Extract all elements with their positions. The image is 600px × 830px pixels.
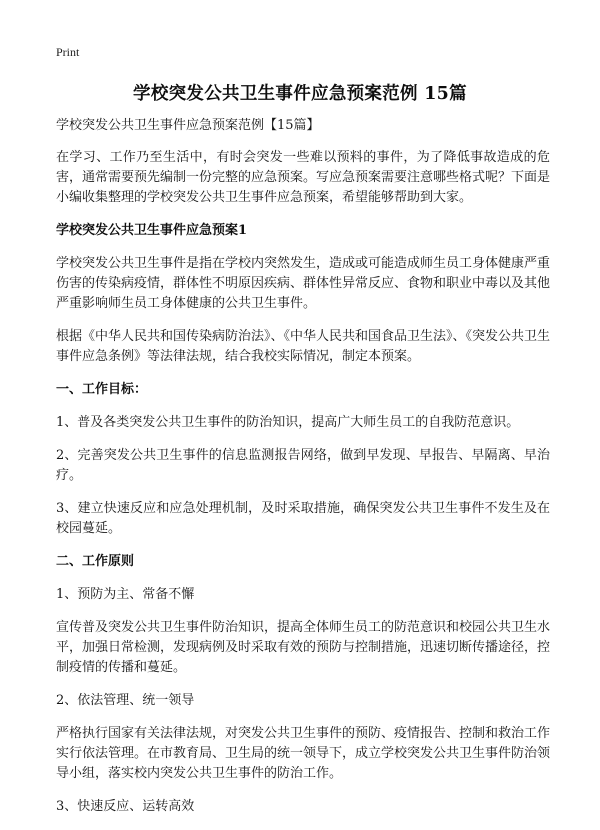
principle-2-text: 严格执行国家有关法律法规，对突发公共卫生事件的预防、疫情报告、控制和救治工作实行依法管理。在市教育局、卫生局的统一领导下，成立学校突发公共卫生事件防治领导小组，落实校内突发公共卫生事件的防治工作。 [56, 726, 551, 781]
document-subtitle: 学校突发公共卫生事件应急预案范例【15篇】 [56, 118, 320, 133]
document-title: 学校突发公共卫生事件应急预案范例 15篇 [133, 84, 467, 104]
principle-1-title: 1、预防为主、常备不懈 [56, 587, 195, 602]
basis-paragraph: 根据《中华人民共和国传染病防治法》、《中华人民共和国食品卫生法》、《突发公共卫生事件应急条例》等法律法规，结合我校实际情况，制定本预案。 [56, 329, 551, 364]
principle-3-title: 3、快速反应、运转高效 [56, 799, 195, 814]
goals-heading: 一、工作目标： [56, 382, 148, 397]
definition-paragraph: 学校突发公共卫生事件是指在学校内突然发生，造成或可能造成师生员工身体健康严重伤害的传染病疫情，群体性不明原因疾病、群体性异常反应、食物和职业中毒以及其他严重影响师生员工身体健康的公共卫生事件。 [56, 256, 551, 311]
document-body [56, 116, 550, 830]
goal-item-1: 1、普及各类突发公共卫生事件的防治知识，提高广大师生员工的自我防范意识。 [56, 415, 520, 430]
section-title: 学校突发公共卫生事件应急预案1 [56, 223, 248, 238]
print-label: Print [56, 45, 80, 59]
principle-2-title: 2、依法管理、统一领导 [56, 693, 195, 708]
principles-heading: 二、工作原则 [56, 554, 135, 569]
goal-item-3: 3、建立快速反应和应急处理机制，及时采取措施，确保突发公共卫生事件不发生及在校园蔓延。 [56, 501, 550, 536]
principle-1-text: 宣传普及突发公共卫生事件防治知识，提高全体师生员工的防范意识和校园公共卫生水平，加强日常检测，发现病例及时采取有效的预防与控制措施，迅速切断传播途径，控制疫情的传播和蔓延。 [56, 620, 551, 675]
goal-item-2: 2、完善突发公共卫生事件的信息监测报告网络，做到早发现、早报告、早隔离、早治疗。 [56, 448, 550, 483]
intro-paragraph: 在学习、工作乃至生活中，有时会突发一些难以预料的事件，为了降低事故造成的危害，通常需要预先编制一份完整的应急预案。写应急预案需要注意哪些格式呢？下面是小编收集整理的学校突发公共卫生事件应急预案，希望能够帮助到大家。 [56, 150, 551, 205]
